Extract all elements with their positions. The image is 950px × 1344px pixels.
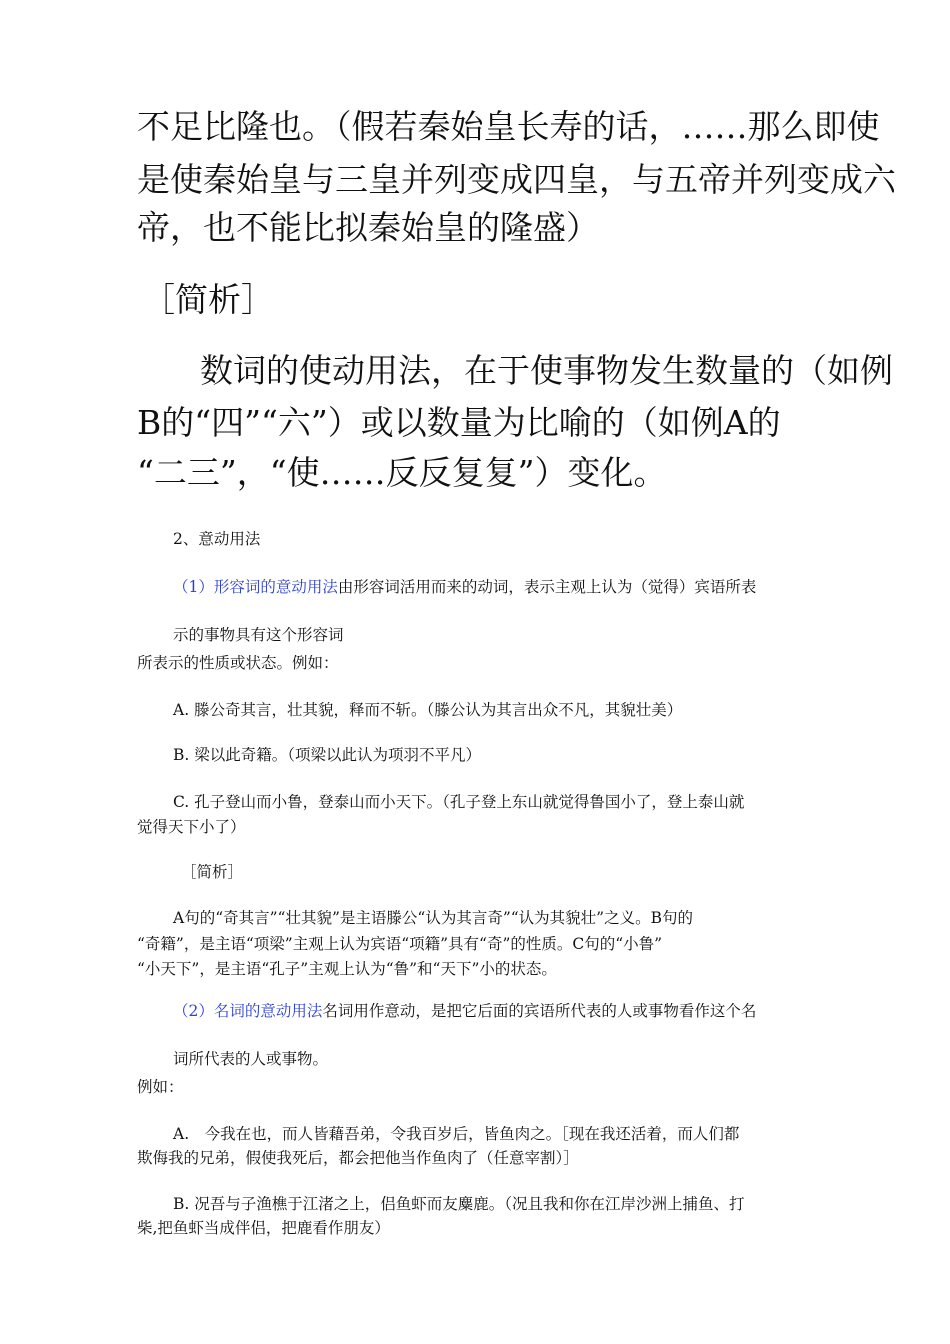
sub2-line-3: 例如： — [137, 1078, 184, 1096]
sub1-text: 由形容词活用而来的动词，表示主观上认为（觉得）宾语所表 — [337, 578, 757, 596]
analysis2-line-3: “小天下”，是主语“孔子”主观上认为“鲁”和“天下”小的状态。 — [137, 960, 557, 978]
sub2-text: 名词用作意动，是把它后面的宾语所代表的人或事物看作这个名 — [322, 1002, 757, 1020]
example-a: A. 滕公奇其言，壮其貌，释而不斩。（滕公认为其言出众不凡，其貌壮美） — [173, 701, 683, 719]
intro-line-2: 是使秦始皇与三皇并列变成四皇，与五帝并列变成六 — [137, 160, 896, 199]
example2-b-line-2: 柴,把鱼虾当成伴侣，把鹿看作朋友） — [137, 1219, 390, 1237]
analysis-line-2: B的“四”“六”）或以数量为比喻的（如例A的 — [137, 403, 781, 442]
analysis2-heading: ［简析］ — [181, 863, 244, 881]
sub2-link[interactable]: （2）名词的意动用法 — [173, 1002, 323, 1020]
analysis-line-1: 数词的使动用法，在于使事物发生数量的（如例 — [200, 351, 893, 390]
sub1-line-1 — [173, 575, 756, 599]
analysis-line-3: “二三”，“使……反反复复”）变化。 — [137, 453, 667, 492]
sub1-link[interactable]: （1）形容词的意动用法 — [173, 578, 338, 596]
example2-b-line-1: B. 况吾与子渔樵于江渚之上，侣鱼虾而友麋鹿。（况且我和你在江岸沙洲上捕鱼、打 — [173, 1195, 745, 1213]
analysis2-line-2: “奇籍”，是主语“项梁”主观上认为宾语“项籍”具有“奇”的性质。C句的“小鲁” — [137, 935, 663, 953]
intro-line-1: 不足比隆也。（假若秦始皇长寿的话，……那么即使 — [137, 107, 880, 146]
analysis2-line-1: A句的“奇其言”“壮其貌”是主语滕公“认为其言奇”“认为其貌壮”之义。B句的 — [173, 909, 693, 927]
intro-line-3: 帝，也不能比拟秦始皇的隆盛） — [137, 208, 599, 247]
analysis-heading: ［简析］ — [142, 280, 274, 319]
sub2-line-2: 词所代表的人或事物。 — [173, 1050, 329, 1068]
example2-a-line-2: 欺侮我的兄弟，假使我死后，都会把他当作鱼肉了（任意宰割）］ — [137, 1149, 579, 1167]
sub2-line-1 — [173, 999, 756, 1023]
example-c-line-1: C. 孔子登山而小鲁，登泰山而小天下。（孔子登上东山就觉得鲁国小了，登上泰山就 — [173, 793, 745, 811]
sub1-line-2: 示的事物具有这个形容词 — [173, 626, 344, 644]
example-b: B. 梁以此奇籍。（项梁以此认为项羽不平凡） — [173, 746, 481, 764]
section-title: 2、意动用法 — [173, 530, 261, 548]
sub1-line-3: 所表示的性质或状态。例如： — [137, 654, 339, 672]
example-c-line-2: 觉得天下小了） — [137, 818, 246, 836]
example2-a-line-1: A. 今我在也，而人皆藉吾弟，令我百岁后，皆鱼肉之。［现在我还活着，而人们都 — [173, 1125, 740, 1143]
